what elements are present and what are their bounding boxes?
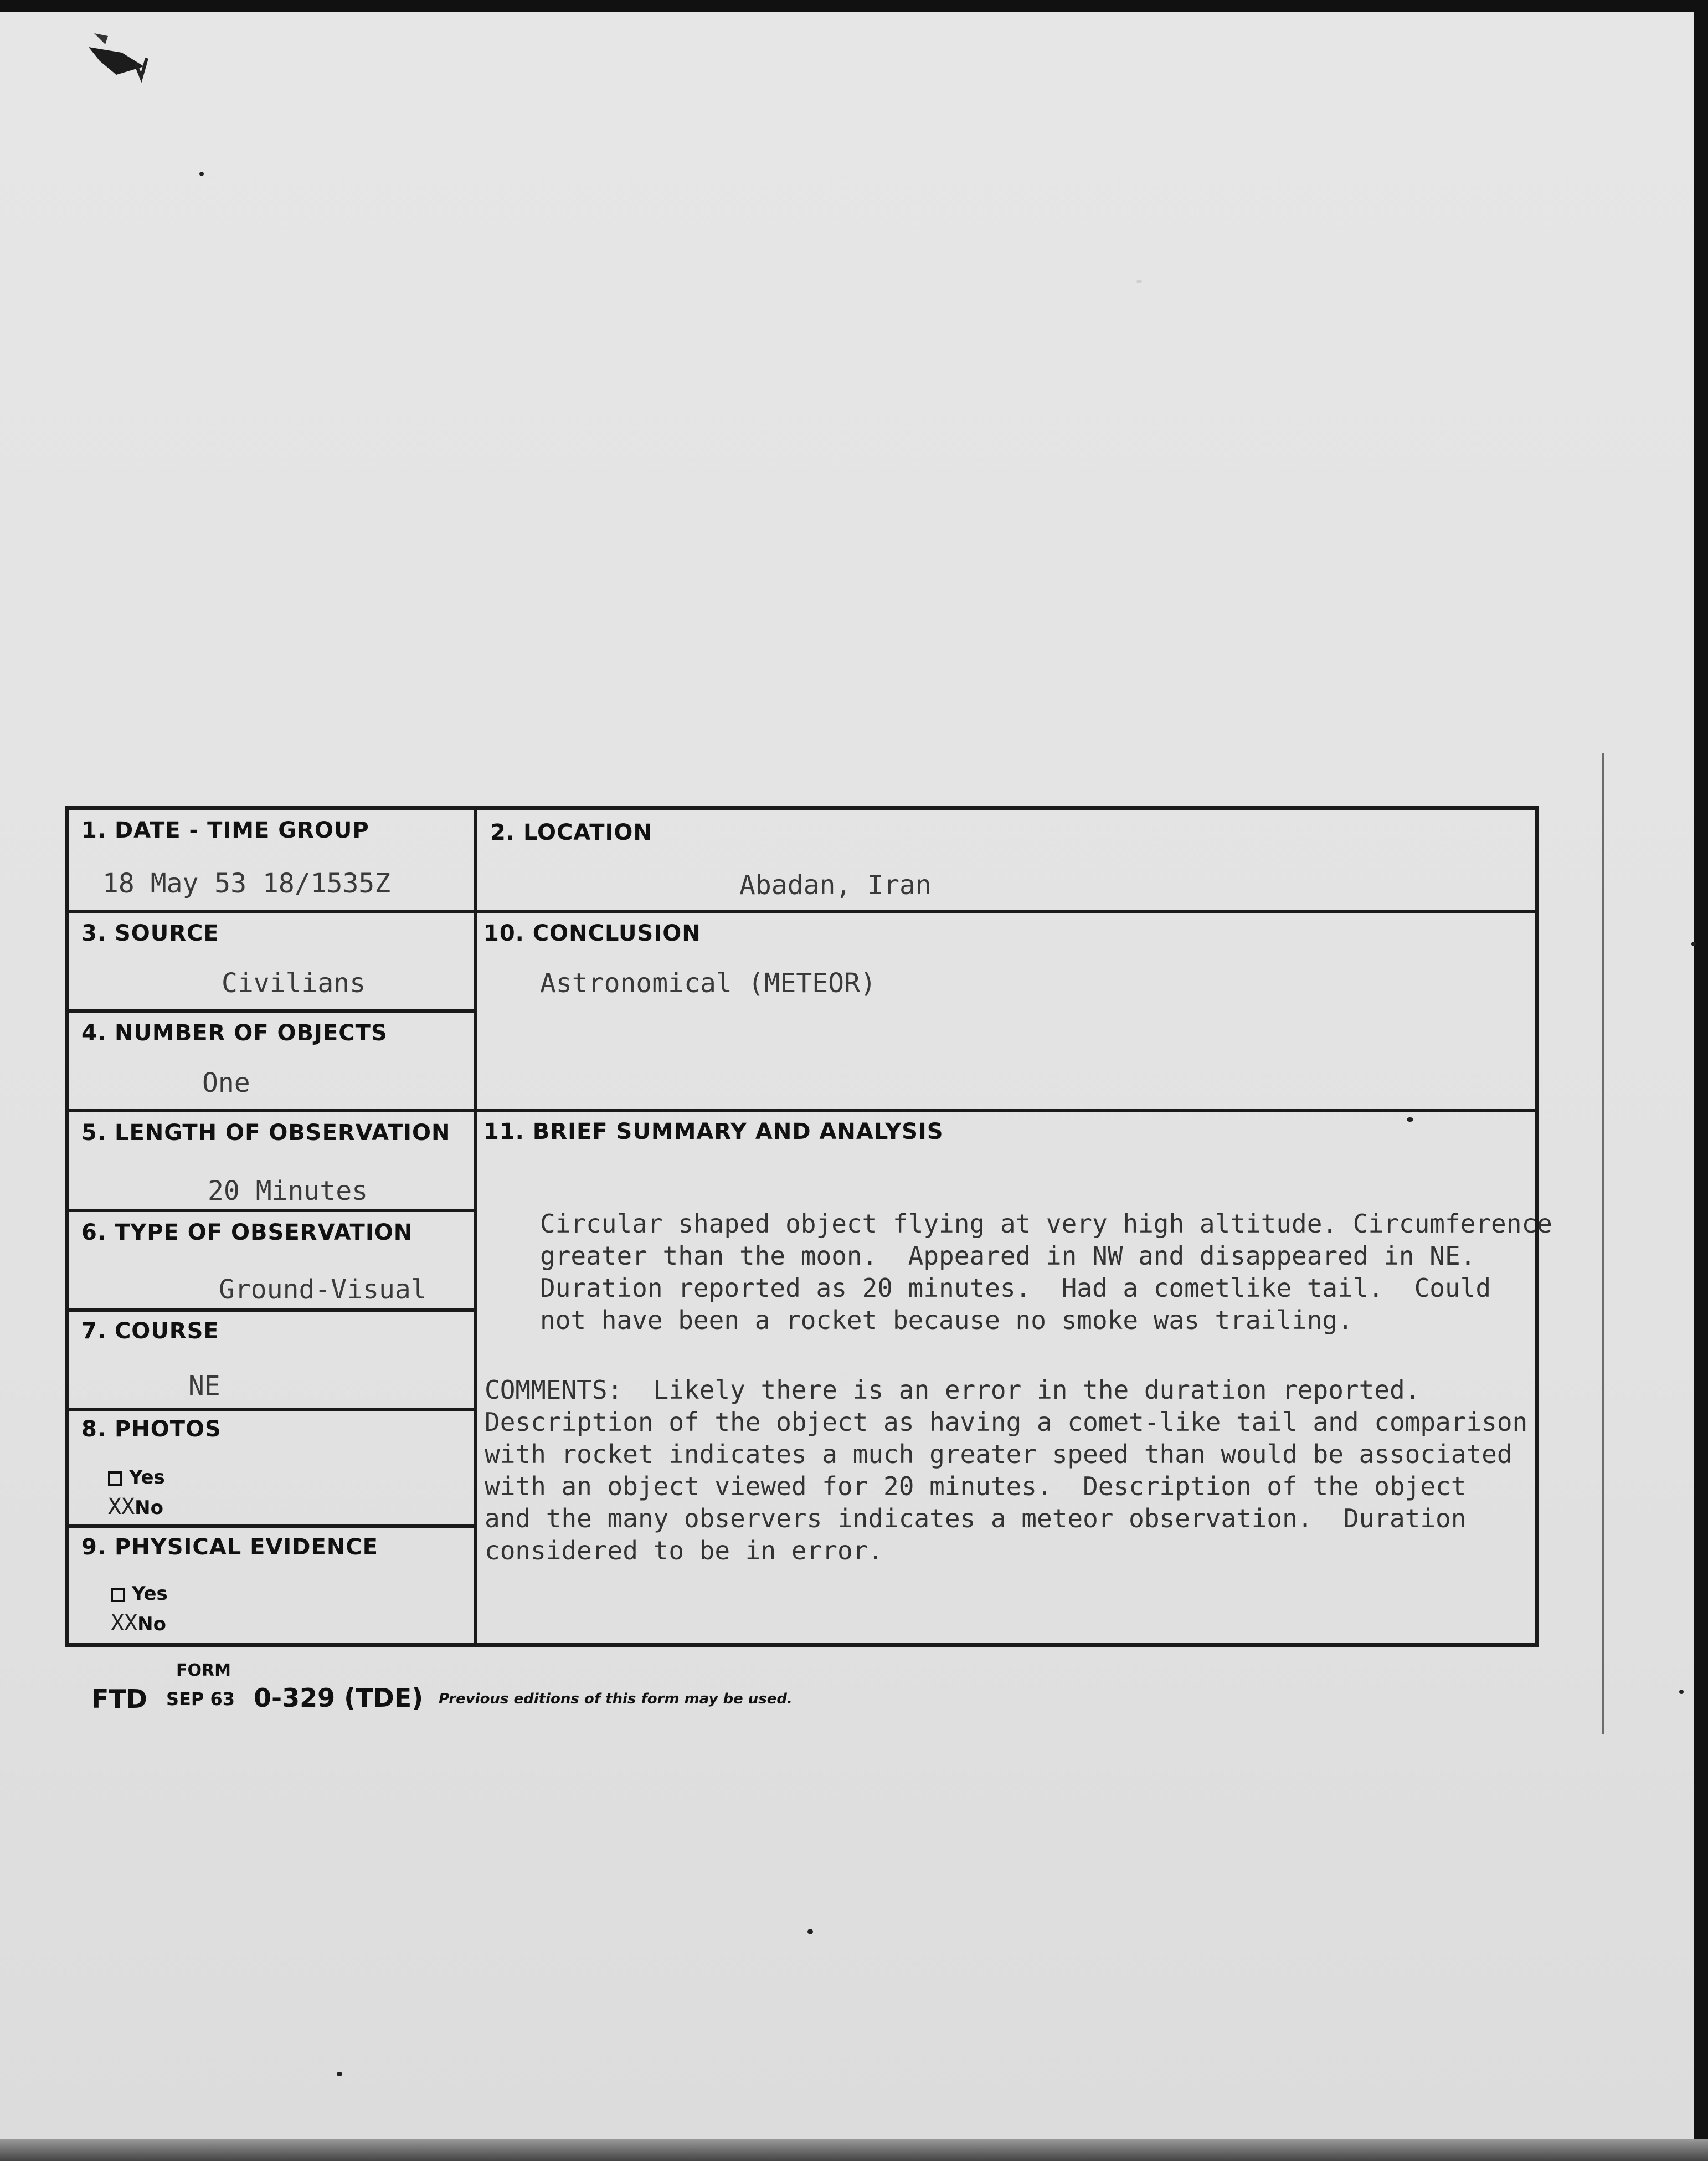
number-of-objects-value: One [202,1067,250,1099]
number-of-objects-label: 4. NUMBER OF OBJECTS [81,1020,388,1046]
date-time-group-value: 18 May 53 18/1535Z [102,868,391,899]
location-value: Abadan, Iran [739,870,932,901]
summary-text [540,1176,1552,1336]
speck [1679,1690,1684,1694]
photos-yes-label: Yes [129,1466,165,1488]
physical-evidence-no-mark: XX [111,1610,138,1636]
speck [1136,280,1142,283]
corner-ink-mark [83,22,155,83]
form-date: SEP 63 [166,1688,235,1710]
scan-edge-top [0,0,1708,12]
comments-line: COMMENTS: Likely there is an error in the duration reported. [485,1375,1421,1405]
margin-line [1602,753,1604,1734]
location-label: 2. LOCATION [490,820,652,845]
checkbox-empty-icon [111,1588,125,1602]
comments-text [485,1342,1527,1567]
scan-edge-right [1694,0,1708,2161]
summary-line: Circular shaped object flying at very high altitude. Circumference [540,1209,1552,1239]
source-value: Civilians [222,968,366,999]
checkbox-empty-icon [108,1471,122,1486]
speck [337,2072,342,2076]
column-divider [474,810,477,1644]
physical-evidence-yes-label: Yes [132,1583,168,1605]
physical-evidence-no-option [111,1610,166,1636]
physical-evidence-label: 9. PHYSICAL EVIDENCE [81,1534,378,1560]
photos-yes-option [108,1466,165,1488]
photos-no-mark: XX [108,1494,135,1520]
speck [199,172,204,176]
report-form [65,806,1552,1647]
type-of-observation-label: 6. TYPE OF OBSERVATION [81,1220,413,1245]
physical-evidence-no-label: No [137,1613,166,1635]
comments-line: considered to be in error. [485,1536,884,1565]
conclusion-value: Astronomical (METEOR) [540,968,876,999]
source-label: 3. SOURCE [81,921,219,946]
comments-line: Description of the object as having a comet-like tail and comparison [485,1407,1528,1437]
speck [1691,942,1696,946]
length-of-observation-label: 5. LENGTH OF OBSERVATION [81,1120,451,1146]
photos-no-option [108,1494,163,1520]
length-of-observation-value: 20 Minutes [208,1176,368,1207]
summary-line: Duration reported as 20 minutes. Had a cometlike tail. Could [540,1273,1491,1303]
row-divider-5 [69,1209,474,1212]
summary-line: not have been a rocket because no smoke was trailing. [540,1305,1353,1335]
scan-edge-bottom [0,2139,1708,2161]
physical-evidence-yes-option [111,1583,168,1605]
row-divider-8 [69,1524,474,1528]
course-value: NE [188,1370,220,1402]
row-divider-7 [69,1408,474,1411]
summary-line: greater than the moon. Appeared in NW and disappeared in NE. [540,1241,1476,1271]
course-label: 7. COURSE [81,1318,219,1344]
speck [807,1929,813,1934]
date-time-group-label: 1. DATE - TIME GROUP [81,818,369,843]
comments-line: and the many observers indicates a meteor observation. Duration [485,1503,1467,1533]
comments-line: with rocket indicates a much greater speed than would be associated [485,1439,1512,1469]
row-divider-1 [69,910,1535,913]
summary-label: 11. BRIEF SUMMARY AND ANALYSIS [483,1119,944,1144]
comments-line: with an object viewed for 20 minutes. Description of the object [485,1471,1467,1501]
row-divider-3 [69,1009,474,1013]
form-word: FORM [176,1661,231,1680]
photos-no-label: No [135,1497,163,1519]
row-divider-4 [69,1109,1535,1112]
conclusion-label: 10. CONCLUSION [483,921,701,946]
ftd-label: FTD [91,1684,147,1714]
previous-editions-note: Previous editions of this form may be used. [439,1691,793,1707]
form-number: 0-329 (TDE) [254,1683,424,1713]
type-of-observation-value: Ground-Visual [219,1274,427,1305]
photos-label: 8. PHOTOS [81,1416,222,1442]
row-divider-6 [69,1308,474,1312]
